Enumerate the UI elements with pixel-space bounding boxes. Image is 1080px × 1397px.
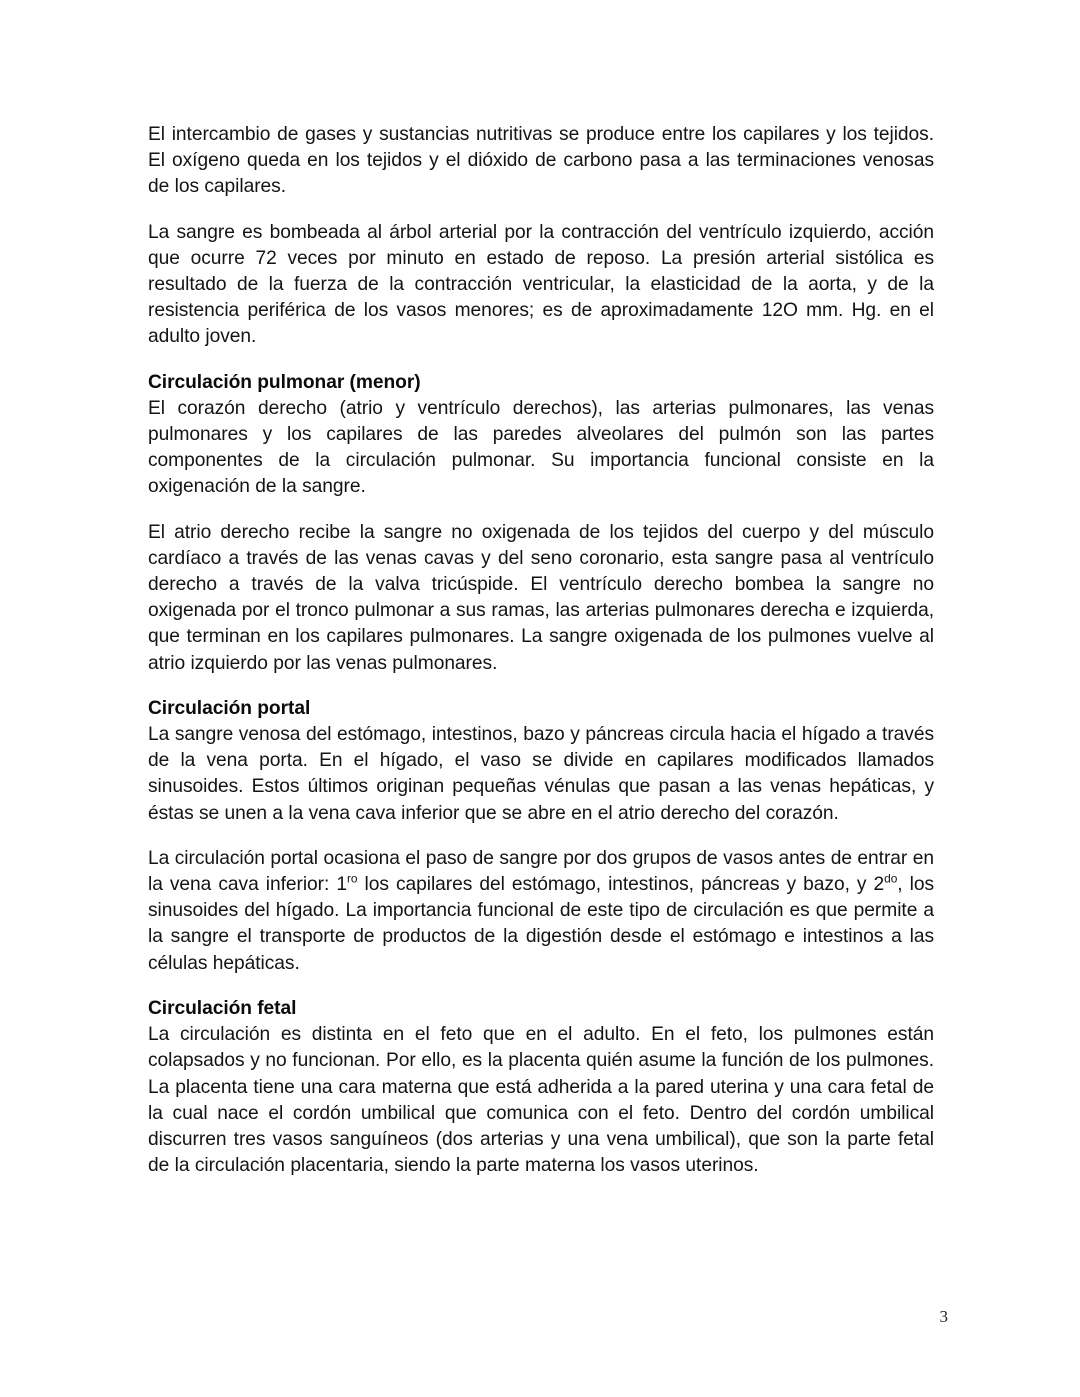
paragraph-corazon-derecho: El corazón derecho (atrio y ventrículo derechos), las arterias pulmonares, las venas pulmonares y los capilares de las paredes alveolares del pulmón son las partes componentes de la circulación pulmonar. Su importancia funcional consiste en la oxigenación de la sangre. bbox=[148, 397, 934, 498]
heading-circulacion-fetal: Circulación fetal bbox=[148, 997, 297, 1019]
heading-circulacion-pulmonar: Circulación pulmonar (menor) bbox=[148, 371, 421, 393]
document-body bbox=[148, 122, 934, 1198]
paragraph-atrio-derecho: El atrio derecho recibe la sangre no oxigenada de los tejidos del cuerpo y del músculo cardíaco a través de las venas cavas y del seno coronario, esta sangre pasa al ventrículo derecho a través de la valva tricúspide. El ventrículo derecho bombea la sangre no oxigenada por el tronco pulmonar a sus ramas, las arterias pulmonares derecha e izquierda, que terminan en los capilares pulmonares. La sangre oxigenada de los pulmones vuelve al atrio izquierdo por las venas pulmonares. bbox=[148, 521, 934, 674]
section-circulacion-pulmonar bbox=[148, 370, 934, 501]
paragraph-circulacion-portal-grupos: La circulación portal ocasiona el paso de sangre por dos grupos de vasos antes de entrar en la vena cava inferior: $1^{ro}$ los capilares del estómago, intestinos, páncreas y bazo, y $2^{do}$, los sinusoides del hígado. La importancia funcional de este tipo de circulación es que permite a la sangre el transporte de productos de la digestión desde el estómago e intestinos a las células hepáticas. bbox=[148, 847, 934, 974]
section-circulacion-fetal bbox=[148, 996, 934, 1179]
page-number: 3 bbox=[939, 1307, 948, 1326]
section-circulacion-portal bbox=[148, 696, 934, 827]
paragraph-circulacion-feto: La circulación es distinta en el feto que en el adulto. En el feto, los pulmones están colapsados y no funcionan. Por ello, es la placenta quién asume la función de los pulmones. La placenta tiene una cara materna que está adherida a la pared uterina y una cara fetal de la cual nace el cordón umbilical que comunica con el feto. Dentro del cordón umbilical discurren tres vasos sanguíneos (dos arterias y una vena umbilical), que son la parte fetal de la circulación placentaria, siendo la parte materna los vasos uterinos. bbox=[148, 1024, 934, 1177]
paragraph-intercambio-gases: El intercambio de gases y sustancias nutritivas se produce entre los capilares y los tejidos. El oxígeno queda en los tejidos y el dióxido de carbono pasa a las terminaciones venosas de los capilares. bbox=[148, 124, 934, 198]
paragraph-sangre-bombeada: La sangre es bombeada al árbol arterial por la contracción del ventrículo izquierdo, acción que ocurre 72 veces por minuto en estado de reposo. La presión arterial sistólica es resultado de la fuerza de la contracción ventricular, la elasticidad de la aorta, y de la resistencia periférica de los vasos menores; es de aproximadamente 12O mm. Hg. en el adulto joven. bbox=[148, 221, 934, 348]
paragraph-sangre-venosa: La sangre venosa del estómago, intestinos, bazo y páncreas circula hacia el hígado a través de la vena porta. En el hígado, el vaso se divide en capilares modificados llamados sinusoides. Estos últimos originan pequeñas vénulas que pasan a las venas hepáticas, y éstas se unen a la vena cava inferior que se abre en el atrio derecho del corazón. bbox=[148, 724, 934, 824]
heading-circulacion-portal: Circulación portal bbox=[148, 697, 311, 719]
